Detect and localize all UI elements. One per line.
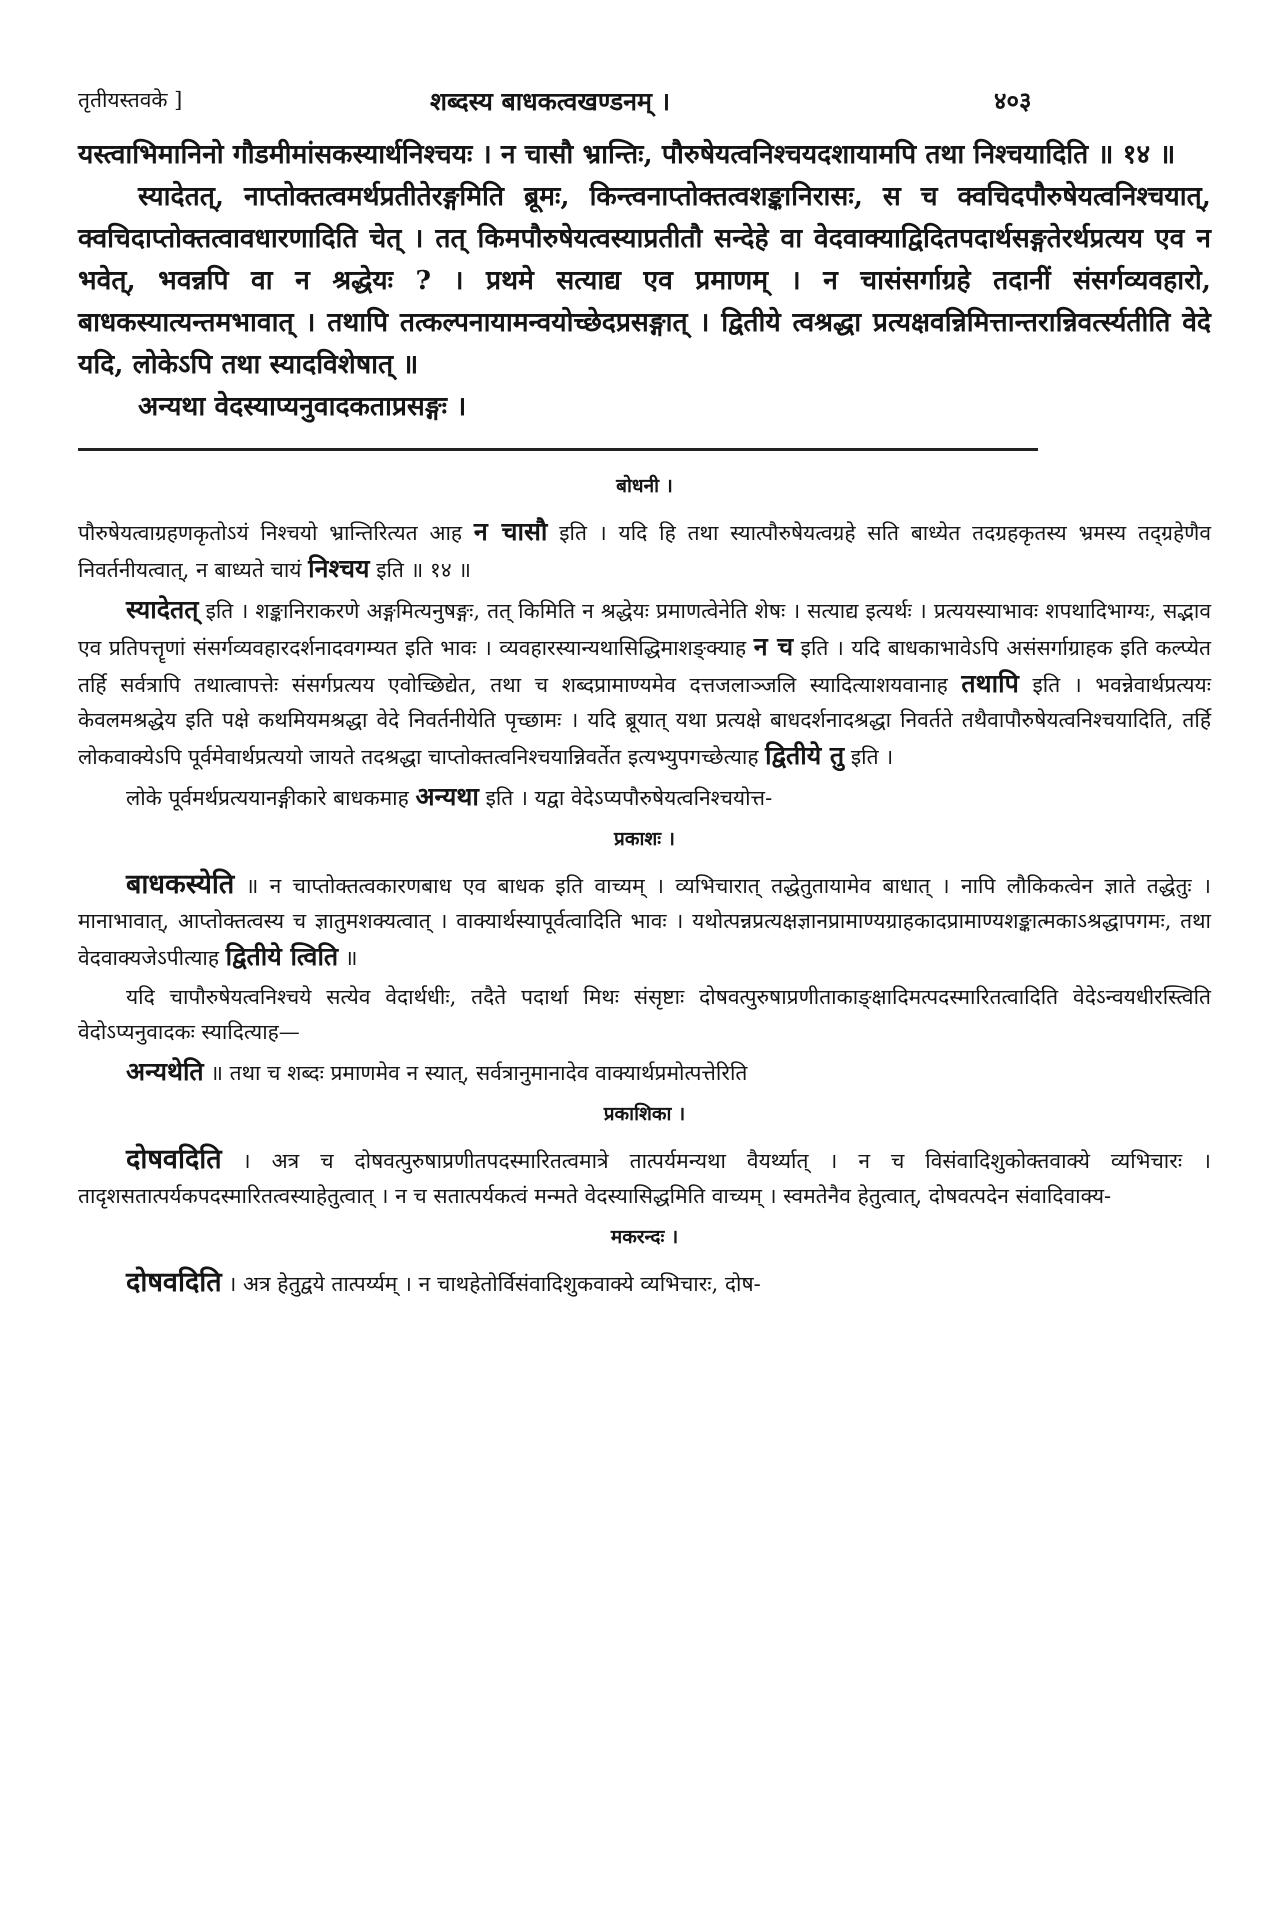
main-paragraph: यस्त्वाभिमानिनो गौडमीमांसकस्यार्थनिश्चयः । न चासौ भ्रान्तिः, पौरुषेयत्वनिश्चयदशायामपि तथा निश्चयादिति ॥ १४ ॥ <box>78 139 1176 170</box>
commentary-paragraph <box>78 867 1211 976</box>
keyword: न चासौ <box>473 517 548 546</box>
text-span: इति । <box>850 745 894 769</box>
makaranda-title: मकरन्दः । <box>610 1226 679 1248</box>
commentary-paragraph <box>78 1142 1211 1214</box>
main-paragraph: स्यादेतत्, नाप्तोक्तत्वमर्थप्रतीतेरङ्गमिति ब्रूमः, किन्त्वनाप्तोक्तत्वशङ्कानिरासः, स च क्वचिदपौरुषेयत्वनिश्चयात्, क्वचिदाप्तोक्तत्वावधारणादिति चेत् । तत् किमपौरुषेयत्वस्याप्रतीतौ सन्देहे वा वेदवाक्याद्विदितपदार्थसङ्गतेरर्थप्रत्यय एव न भवेत्, भवन्नपि वा न श्रद्धेयः ? । प्रथमे सत्याद्य एव प्रमाणम् । न चासंसर्गाग्रहे तदानीं संसर्गव्यवहारो, बाधकस्यात्यन्तमभावात् । तथापि तत्कल्पनायामन्वयोच्छेदप्रसङ्गात् । द्वितीये त्वश्रद्धा प्रत्यक्षवन्निमित्तान्तरान्निवर्त्स्यतीति वेदे यदि, लोकेऽपि तथा स्यादविशेषात् ॥ <box>78 181 1211 380</box>
main-paragraph: अन्यथा वेदस्याप्यनुवादकताप्रसङ्गः । <box>138 391 467 422</box>
page-number: ४०३ <box>994 86 1032 115</box>
commentary-paragraph: यदि चापौरुषेयत्वनिश्चये सत्येव वेदार्थधीः, तदैते पदार्था मिथः संसृष्टाः दोषवत्पुरुषाप्रणीताकाङ्क्षादिमत्पदस्मारितत्वादिति वेदेऽन्वयधीरस्त्विति वेदोऽप्यनुवादकः स्यादित्याह— <box>78 985 1211 1044</box>
text-span: इति ॥ १४ ॥ <box>376 558 471 582</box>
prakashika-title: प्रकाशिका । <box>603 1103 686 1125</box>
commentary-paragraph <box>78 592 1211 775</box>
text-span: । अत्र च दोषवत्पुरुषाप्रणीतपदस्मारितत्वमात्रे तात्पर्यमन्यथा वैयर्थ्यात् । न च विसंवादिशुकोक्तवाक्ये व्यभिचारः । तादृशसतात्पर्यकपदस्मारितत्वस्याहेतुत्वात् । न च सतात्पर्यकत्वं मन्मते वेदस्यासिद्धमिति वाच्यम् । स्वमतेनैव हेतुत्वात्, दोषवत्पदेन संवादिवाक्य- <box>78 1149 1211 1208</box>
keyword: अन्यथा <box>415 782 479 811</box>
section-heading: शब्दस्य बाधकत्वखण्डनम् । <box>430 87 671 116</box>
text-span: इति । यदि बाधकाभावेऽपि असंसर्गाग्राहक इति कल्प्येत तर्हि सर्वत्रापि तथात्वापत्तेः संसर्गप्रत्यय एवोच्छिद्येत, तथा च शब्दप्रामाण्यमेव दत्तजलाञ्जलि स्यादित्याशयवानाह <box>78 636 1211 697</box>
text-span: इति । यद्वा वेदेऽप्यपौरुषेयत्वनिश्चयोत्त- <box>485 786 773 810</box>
text-span: ॥ न चाप्तोक्तत्वकारणबाध एव बाधक इति वाच्यम् । व्यभिचारात् तद्धेतुतायामेव बाधात् । नापि लौकिकत्वेन ज्ञाते तद्धेतुः । मानाभावात्, आप्तोक्तत्वस्य च ज्ञातुमशक्यत्वात् । वाक्यार्थस्यापूर्वत्वादिति भावः । यथोत्पन्नप्रत्यक्षज्ञानप्रामाण्यग्राहकादप्रामाण्यशङ्कात्मकाऽश्रद्धापगमः, तथा वेदवाक्यजेऽपीत्याह <box>78 874 1211 970</box>
commentary <box>78 469 1211 1302</box>
running-header <box>78 86 1211 132</box>
text-span: ॥ तथा च शब्दः प्रमाणमेव न स्यात्, सर्वत्रानुमानादेव वाक्यार्थप्रमोत्पत्तेरिति <box>210 1061 748 1085</box>
keyword: न च <box>753 632 794 661</box>
keyword: निश्चय <box>308 554 370 583</box>
commentary-paragraph <box>78 1265 1211 1302</box>
keyword: दोषवदिति <box>126 1267 222 1298</box>
bodhani-title: बोधनी । <box>616 475 673 497</box>
keyword: द्वितीये तु <box>765 741 845 770</box>
keyword: दोषवदिति <box>126 1144 222 1175</box>
chapter-label: तृतीयस्तवके ] <box>78 88 183 112</box>
text-span: । अत्र हेतुद्वये तात्पर्य्यम् । न चाथहेतोर्विसंवादिशुकवाक्ये व्यभिचारः, दोष- <box>228 1272 761 1296</box>
keyword: द्वितीये त्विति <box>225 942 339 971</box>
keyword: बाधकस्येति <box>126 869 235 900</box>
text-span: इति । शङ्कानिराकरणे अङ्गमित्यनुषङ्गः, तत् किमिति न श्रद्धेयः प्रमाणत्वेनेति शेषः । सत्याद्य इत्यर्थः । प्रत्ययस्याभावः शपथादिभाग्यः, सद्भाव एव प्रतिपत्तॄणां संसर्गव्यवहारदर्शनादवगम्यत इति भावः । व्यवहारस्यान्यथासिद्धिमाशङ्क्याह <box>78 599 1211 660</box>
commentary-paragraph <box>78 1054 1211 1091</box>
main-text <box>78 134 1211 428</box>
keyword: अन्यथेति <box>126 1057 204 1086</box>
text-span: ॥ <box>344 946 358 970</box>
keyword: स्यादेतत् <box>126 595 199 624</box>
text-span: इति । भवन्नेवार्थप्रत्ययः केवलमश्रद्धेय इति पक्षे कथमियमश्रद्धा वेदे निवर्तनीयेति पृच्छामः । यदि ब्रूयात् यथा प्रत्यक्षे बाधदर्शनादश्रद्धा निवर्तते तथैवापौरुषेयत्वनिश्चयादिति, तर्हि लोकवाक्येऽपि पूर्वमेवार्थप्रत्ययो जायते तदश्रद्धा चाप्तोक्तत्वनिश्चयान्निवर्तेत इत्यभ्युपगच्छेत्याह <box>78 673 1211 769</box>
commentary-paragraph <box>78 514 1211 588</box>
text-span: लोके पूर्वमर्थप्रत्ययानङ्गीकारे बाधकमाह <box>126 786 409 810</box>
keyword: तथापि <box>961 669 1019 698</box>
divider <box>78 448 1038 451</box>
text-span: इति । यदि हि तथा स्यात्पौरुषेयत्वग्रहे सति बाध्येत तदग्रहकृतस्य भ्रमस्य तद्ग्रहेणैव निवर्तनीयत्वात्, न बाध्यते चायं <box>78 521 1211 582</box>
prakasha-title: प्रकाशः । <box>614 828 675 850</box>
text-span: पौरुषेयत्वाग्रहणकृतोऽयं निश्चयो भ्रान्तिरित्यत आह <box>78 521 463 545</box>
commentary-paragraph <box>78 779 1211 816</box>
